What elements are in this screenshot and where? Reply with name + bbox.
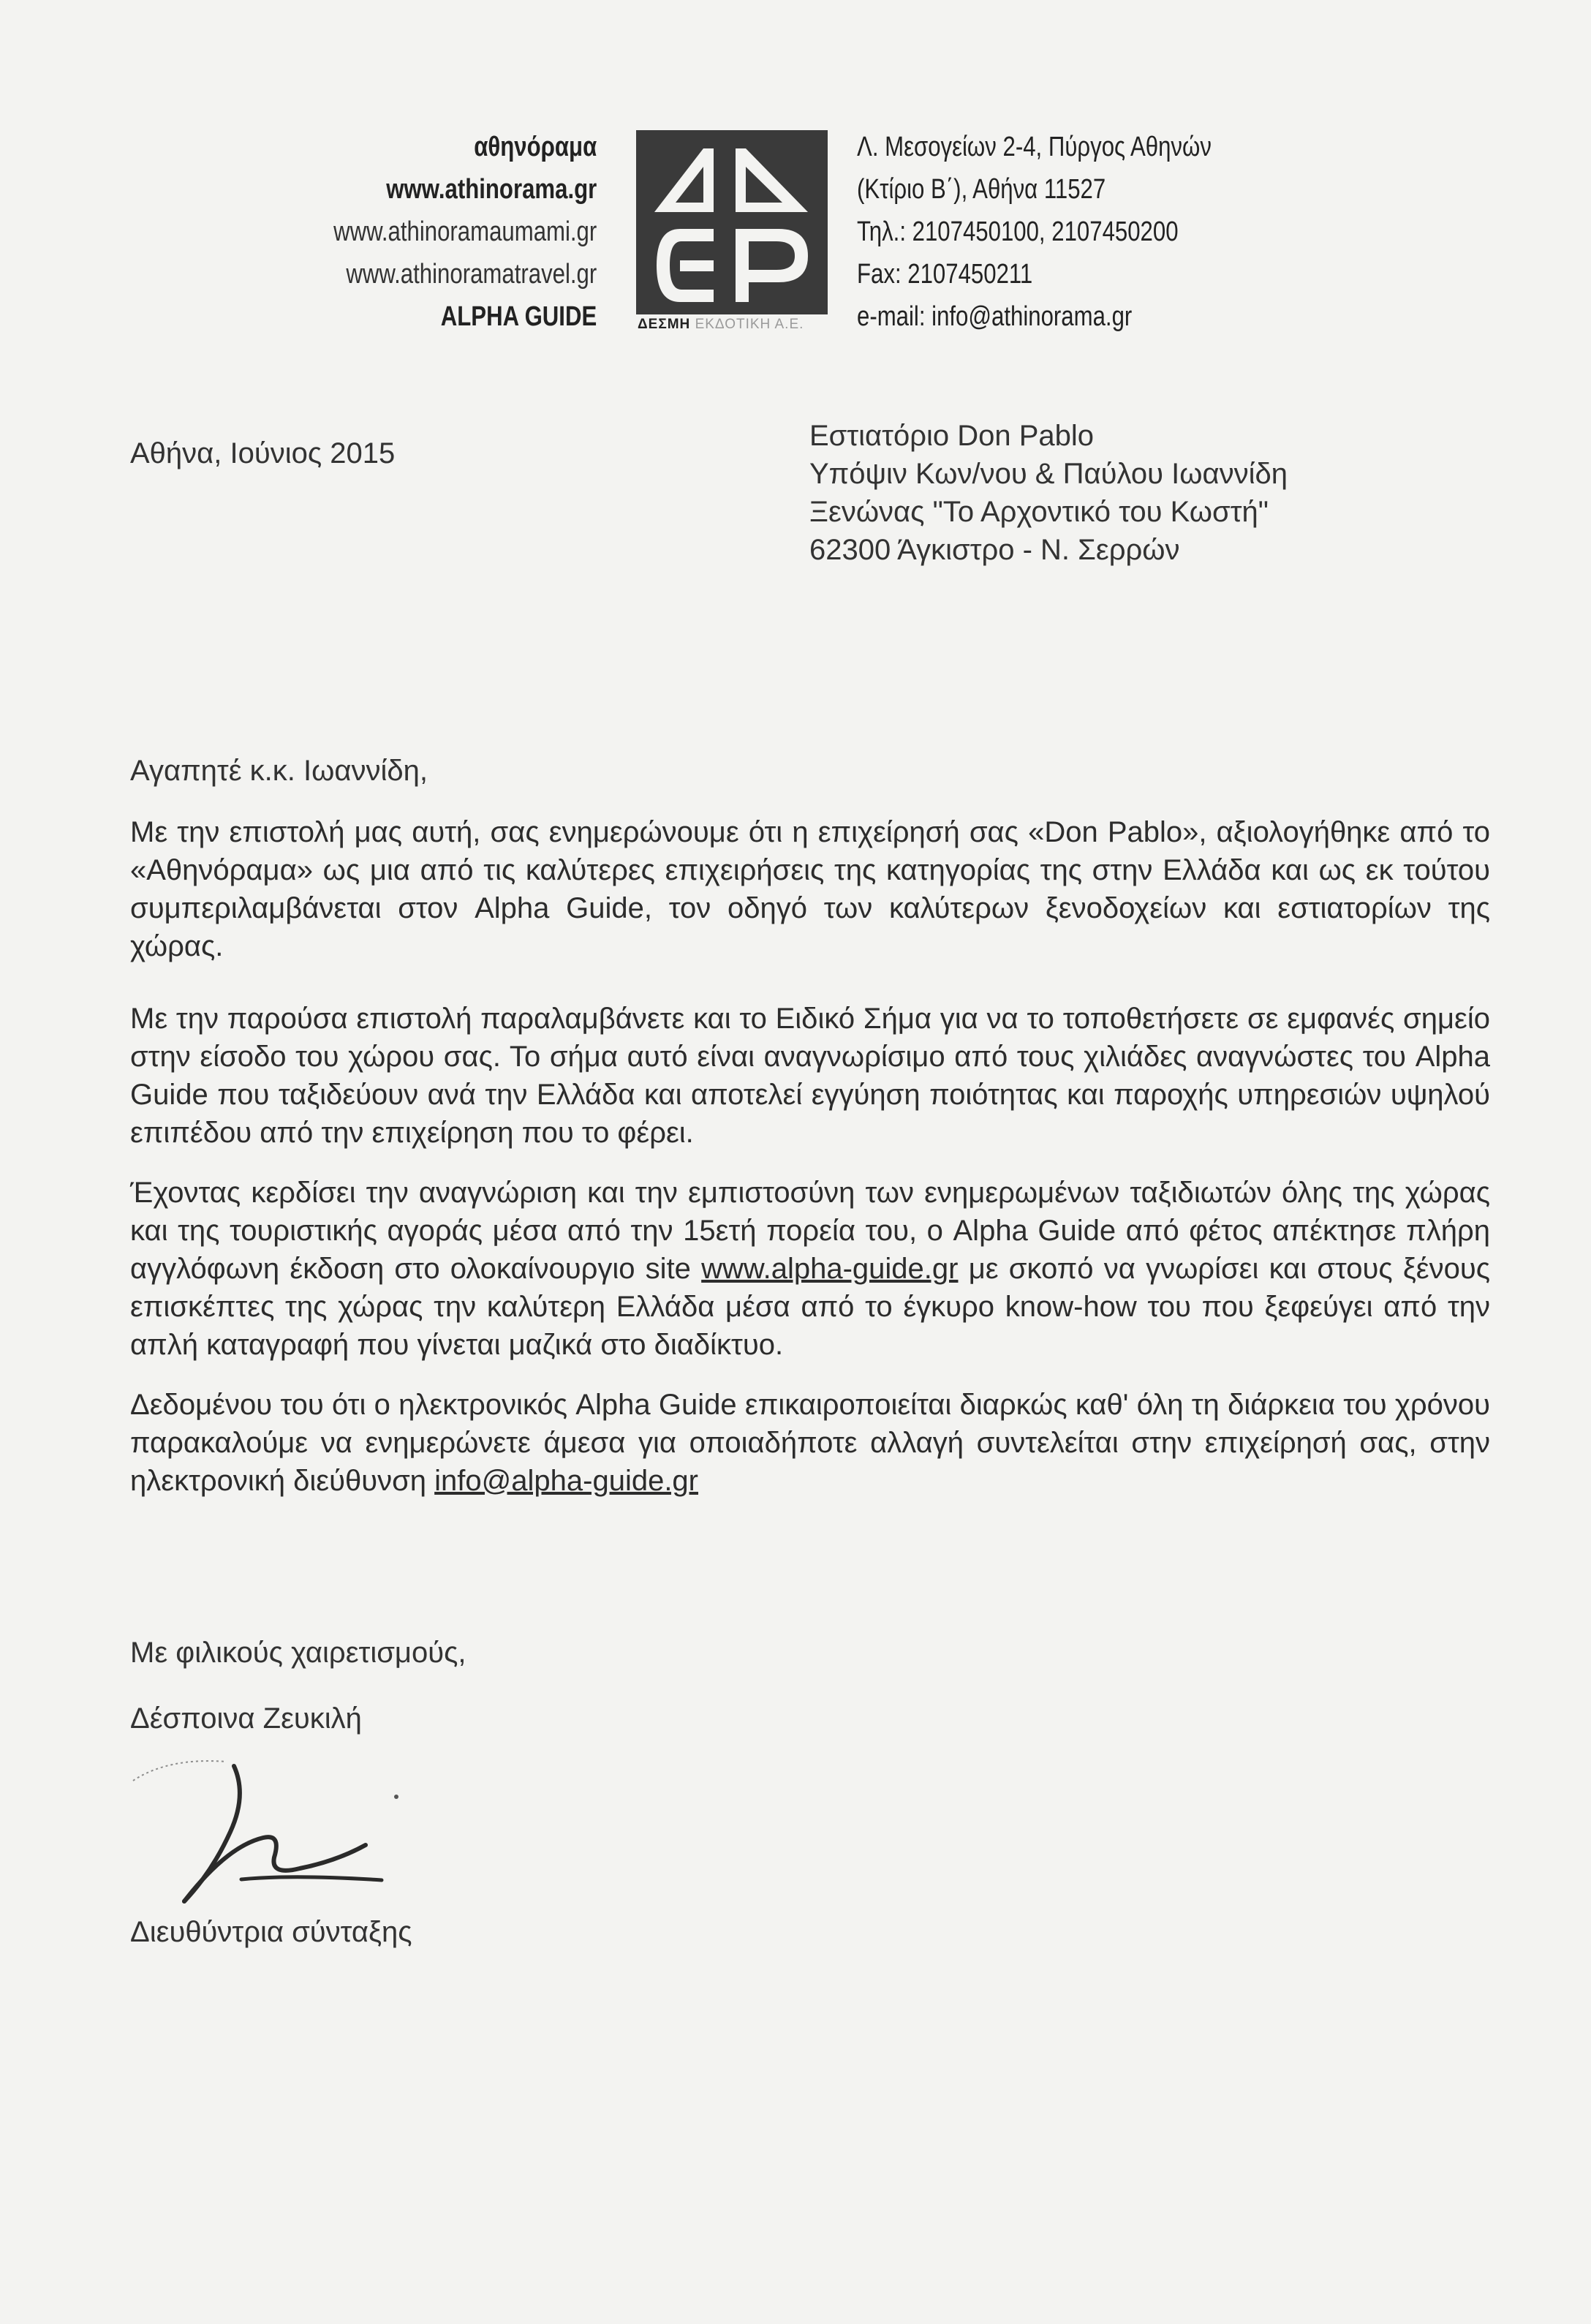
brand-alpha-guide: ALPHA GUIDE	[440, 301, 597, 332]
alpha-guide-email-link[interactable]: info@alpha-guide.gr	[434, 1465, 698, 1497]
recipient-block	[809, 417, 1288, 569]
address-line-1: Λ. Μεσογείων 2-4, Πύργος Αθηνών	[857, 132, 1212, 162]
brand-travel-url: www.athinoramatravel.gr	[346, 259, 597, 290]
brand-athinorama: αθηνόραμα	[473, 132, 597, 162]
letter-date: Αθήνα, Ιούνιος 2015	[130, 437, 396, 469]
email-line: e-mail: info@athinorama.gr	[857, 301, 1133, 332]
paragraph-3-text-start: Έχοντας κερδίσει την αναγνώριση και την εμπιστοσύνη των ενημερωμένων ταξιδιωτών όλης της χώρας και της τουριστικής αγοράς μέσα από την 15ετή πορεία του, ο Alpha Guide από φέτος απέκτησε πλήρη αγγλόφωνη έκδοση στο ολοκαίνουργιο site	[130, 1177, 1490, 1285]
recipient-line-3: Ξενώνας "Το Αρχοντικό του Κωστή"	[809, 496, 1269, 528]
recipient-line-2: Υπόψιν Κων/νου & Παύλου Ιωαννίδη	[809, 458, 1288, 490]
paragraph-4	[130, 1386, 1490, 1500]
recipient-line-1: Εστιατόριο Don Pablo	[809, 420, 1095, 452]
brand-athinorama-url: www.athinorama.gr	[386, 174, 597, 205]
fax-line: Fax: 2107450211	[857, 259, 1033, 290]
closing: Με φιλικούς χαιρετισμούς,	[130, 1637, 466, 1669]
letterhead-brands	[333, 126, 597, 338]
logo-caption-light: ΕΚΔΟΤΙΚΗ Α.Ε.	[695, 317, 804, 332]
paragraph-3-text-end: με σκοπό να γνωρίσει και στους ξένους επισκέπτες της χώρας την καλύτερη Ελλάδα μέσα από το έγκυρο know-how του που ξεφεύγει από την απλή καταγραφή που γίνεται μαζικά στο διαδίκτυο.	[130, 1253, 1491, 1361]
recipient-line-4: 62300 Άγκιστρο - Ν. Σερρών	[809, 534, 1180, 566]
paragraph-3	[130, 1174, 1490, 1364]
desmi-logo-icon	[636, 130, 828, 331]
salutation: Αγαπητέ κ.κ. Ιωαννίδη,	[130, 755, 428, 787]
brand-umami-url: www.athinoramaumami.gr	[333, 216, 597, 247]
phone-line: Τηλ.: 2107450100, 2107450200	[857, 216, 1179, 247]
signature-icon	[124, 1751, 417, 1912]
letterhead-contact	[857, 126, 1212, 338]
logo-caption-bold: ΔΕΣΜΗ	[638, 317, 691, 332]
alpha-guide-site-link[interactable]: www.alpha-guide.gr	[701, 1253, 959, 1285]
signer-title: Διευθύντρια σύνταξης	[130, 1916, 412, 1948]
address-line-2: (Κτίριο Β΄), Αθήνα 11527	[857, 174, 1106, 205]
logo-caption	[638, 317, 804, 333]
paragraph-1: Με την επιστολή μας αυτή, σας ενημερώνουμε ότι η επιχείρησή σας «Don Pablo», αξιολογήθηκε από το «Αθηνόραμα» ως μια από τις καλύτερες επιχειρήσεις της κατηγορίας της στην Ελλάδα και ως εκ τούτου συμπεριλαμβάνεται στον Alpha Guide, τον οδηγό των καλύτερων ξενοδοχείων και εστιατορίων της χώρας.	[130, 816, 1490, 962]
paragraph-4-text: Δεδομένου του ότι ο ηλεκτρονικός Alpha Guide επικαιροποιείται διαρκώς καθ' όλη τη διάρκεια του χρόνου παρακαλούμε να ενημερώνετε άμεσα για οποιαδήποτε αλλαγή συντελείται στην επιχείρησή σας, στην ηλεκτρονική διεύθυνση	[130, 1389, 1490, 1497]
signer-name: Δέσποινα Ζευκιλή	[130, 1702, 362, 1735]
paragraph-2: Με την παρούσα επιστολή παραλαμβάνετε και το Ειδικό Σήμα για να το τοποθετήσετε σε εμφανές σημείο στην είσοδο του χώρου σας. Το σήμα αυτό είναι αναγνωρίσιμο από τους χιλιάδες αναγνώστες του Alpha Guide που ταξιδεύουν ανά την Ελλάδα και αποτελεί εγγύηση ποιότητας και παροχής υπηρεσιών υψηλού επιπέδου από την επιχείρηση που το φέρει.	[130, 1003, 1490, 1149]
